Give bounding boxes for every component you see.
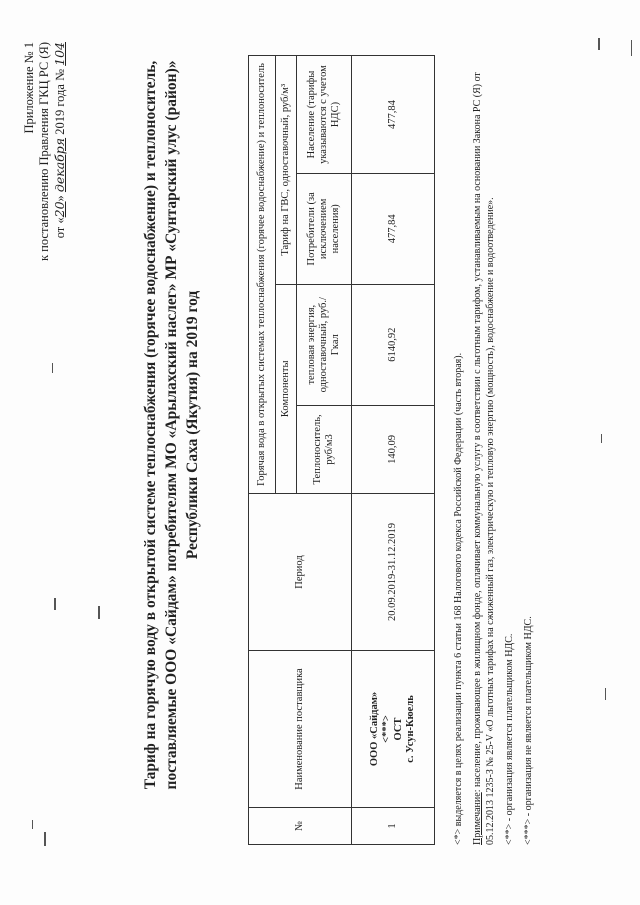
handwritten-day: 20 bbox=[52, 201, 67, 218]
footnote-3: <**> - организация является плательщиком НДС. bbox=[504, 633, 515, 845]
scan-speck bbox=[44, 832, 46, 846]
header-population: Население (тарифы указываются с учетом НДС) bbox=[297, 56, 352, 174]
scan-speck bbox=[631, 40, 632, 56]
appendix-line-3: от «20» декабря 2019 года № 104 bbox=[52, 42, 67, 239]
tariff-table bbox=[248, 55, 435, 845]
footnote-2: Примечание: население, проживающее в жилищном фонде, оплачивает коммунальную услугу в соответствии с льготным тарифом, устанавливаемым на основании Закона РС (Я) от 05.12.2013 1235-З № 25-V «О льготных тарифах на сжиженный газ, электрическую и тепловую энергию (мощность), водоснабжение и водоотведение». bbox=[472, 72, 496, 845]
table-row bbox=[352, 56, 435, 845]
header-energy: тепловая энергия, одноставочный, руб./Гкал bbox=[297, 284, 352, 405]
cell-energy: 6140,92 bbox=[352, 284, 435, 405]
footnote-1: <*> выделяется в целях реализации пункта 6 статьи 168 Налогового кодекса Российской Федерации (часть вторая). bbox=[453, 352, 464, 845]
cell-carrier: 140,09 bbox=[352, 405, 435, 493]
cell-consumers: 477,84 bbox=[352, 174, 435, 285]
title-line-2: поставляемые ООО «Сайдам» потребителям МО «Арылахский наслег» МР «Сунтарский улус (район)» bbox=[163, 60, 180, 790]
header-tariff: Тариф на ГВС, одноставочный, руб/м³ bbox=[276, 56, 297, 285]
handwritten-month: декабря bbox=[52, 137, 67, 193]
appendix-header bbox=[22, 42, 68, 261]
cell-population: 477,84 bbox=[352, 56, 435, 174]
scan-speck bbox=[601, 434, 602, 443]
scan-speck bbox=[98, 606, 100, 619]
scan-speck bbox=[32, 820, 33, 829]
header-group: Горячая вода в открытых системах теплоснабжения (горячее водоснабжение) и теплоноситель bbox=[249, 56, 276, 494]
document-title bbox=[140, 35, 203, 815]
cell-number: 1 bbox=[352, 808, 435, 845]
header-period: Период bbox=[249, 494, 352, 651]
footnote-4: <***> - организация не является плательщиком НДС. bbox=[523, 616, 534, 845]
handwritten-number: 104 bbox=[52, 42, 67, 66]
header-number: № bbox=[249, 808, 352, 845]
header-carrier: Теплоноситель, руб/м3 bbox=[297, 405, 352, 493]
appendix-line-2: к постановлению Правления ГКЦ РС (Я) bbox=[37, 42, 51, 262]
scan-speck bbox=[605, 688, 606, 700]
scan-speck bbox=[52, 363, 53, 373]
appendix-line-1: Приложение № 1 bbox=[22, 42, 36, 134]
cell-supplier: ООО «Сайдам» <***> ОСТ с. Усун-Кюель bbox=[352, 651, 435, 808]
footnotes bbox=[452, 45, 541, 845]
scan-speck bbox=[598, 38, 600, 50]
title-line-1: Тариф на горячую воду в открытой системе теплоснабжения (горячее водоснабжение) и теплоноситель, bbox=[142, 60, 159, 790]
scan-speck bbox=[54, 598, 56, 610]
title-line-3: Республики Саха (Якутия) на 2019 год bbox=[184, 290, 201, 560]
header-components: Компоненты bbox=[276, 284, 297, 493]
header-supplier: Наименование поставщика bbox=[249, 651, 352, 808]
cell-period: 20.09.2019-31.12.2019 bbox=[352, 494, 435, 651]
header-consumers: Потребители (за исключением населения) bbox=[297, 174, 352, 285]
